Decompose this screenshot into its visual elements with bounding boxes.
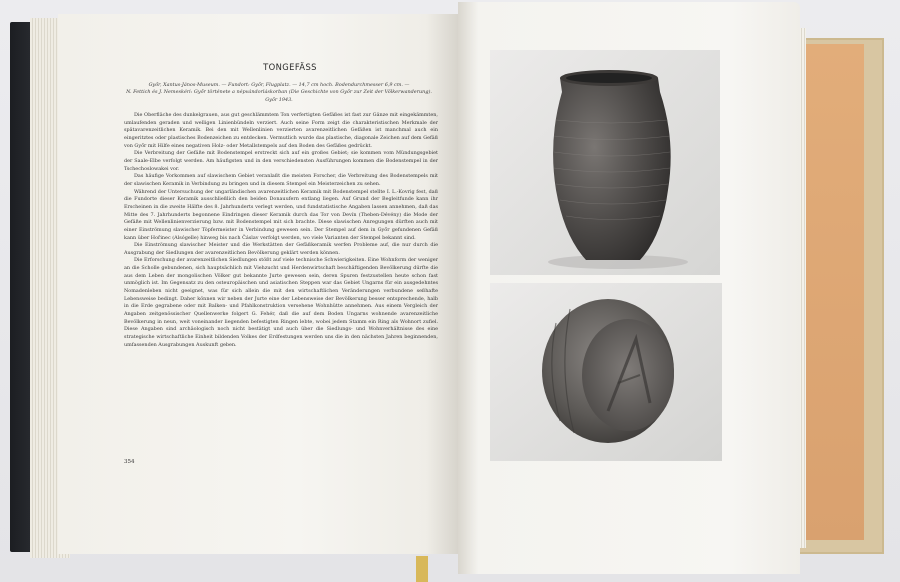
caption-line: Győr, Xantus-János-Museum. — Fundort: Győr, Flugplatz. — 14,7 cm hoch. Bodendurchmesser 6,9 cm. — bbox=[148, 82, 410, 88]
paragraph: Die Verbreitung der Gefäße mit Bodenstempel erstreckt sich auf ein großes Gebiet; sie kommen vom Mündungsgebiet der Saale-Elbe verfolgt werden. Am häufigsten und in den verschiedensten Ausführungen kommen die Bodenstempel in der Tschechoslowakei vor. bbox=[124, 150, 438, 172]
paragraph: Die Erforschung der avarenzeitlichen Siedlungen stößt auf viele technische Schwierigkeiten. Eine Wohnform der weniger an die Scholle gebundenen, sich hauptsächlich mit Viehzucht und Herdenwirtschaft beschäftigenden Bevölkerung dürfte die aus dem Leben der mongolischen Völker gut bekannte Jurte gewesen sein, deren Spuren festzustellen heute schon fast unmöglich ist. Im Gegensatz zu den osteuropäischen und asiatischen Steppen war das Gebiet Ungarns für ein ausgedehntes Nomadenleben nicht geeignet, was für sich allein die mit den wirtschaftlichen Veränderungen verbundene seßhafte Lebensweise bedingt. Daher können wir neben der Jurte eine der Lebensweise der Bevölkerung besser entsprechende, halb in die Erde gegrabene oder mit Balken- und Pfahlkonstruktion versehene Wohnhütte annehmen. Aus einem Vergleich der Angaben zeitgenössischer Quellenwerke folgert G. Fehér, daß die auf dem Boden Ungarns wohnende avarenzeitliche Bevölkerung in neun, weit voneinander liegenden befestigten Ringen lebte, wobei jedem Stamm ein Ring als Wohnort zufiel. Diese Angaben sind archäologisch noch nicht bestätigt und auch über die Siedlungs- und Wohnverhältnisse des eine strategische wirtschaftliche Einheit bildenden Volkes der Erdfestungen werden uns die in den nächsten Jahren beginnenden, umfassenden Ausgrabungen Auskunft geben. bbox=[124, 257, 438, 348]
paragraph: Während der Untersuchung der ungarländischen avarenzeitlichen Keramik mit Bodenstempel stellte I. L.-Kovrig fest, daß die Fundorte dieser Keramik ausschließlich den beiden Donauufern entlang liegen. Auf Grund der Begleitfunde kann ihr Erscheinen in die zweite Hälfte des 8. Jahrhunderts verlegt werden, und fundstatistische Angaben lassen annehmen, daß das Mitte des 7. Jahrhunderts begonnene Eindringen dieser Keramik durch das Tor von Devín (Theben-Dévény) die Mode der Gefäße mit Wellenlinienverzierung bzw. mit Bodenstempel mit sich brachte. Diese slawischen Anregungen dürften auch mit einer Einströmung slawischer Töpfermeister in Verbindung gewesen sein. Der Stempel auf dem in Győr gefundenen Gefäß kann über Hořinec (Alsógelle) hinweg bis nach Čáslav verfolgt werden, wo viele Varianten der Stempel bekannt sind. bbox=[124, 188, 438, 241]
photo-vessel-side bbox=[490, 50, 720, 275]
photo-vessel-base bbox=[490, 283, 722, 461]
endpaper-right bbox=[806, 44, 864, 540]
paragraph: Die Oberfläche des dunkelgrauen, aus gut geschlämmtem Ton verfertigten Gefäßes ist fast zur Gänze mit eingekämmten, umlaufenden geraden und welligen Linienbündeln verziert. Auch seine Form zeigt die charakteristischen Merkmale der spätavarenzeitlichen Keramik. Bei den mit Wellenlinien verzierten avarenzeitlichen Gefäßen ist manchmal auch ein eingeritztes oder plastisches Bodenzeichen zu entdecken. Vermutlich wurde das plastische, diagonale Zeichen auf dem Gefäß von Győr mit Hilfe eines negativen Holz- oder Metallstempels auf den Boden des Gefäßes gedrückt. bbox=[124, 112, 438, 149]
object-caption bbox=[124, 82, 434, 104]
caption-line: Győr 1943. bbox=[265, 96, 293, 103]
bookmark-ribbon bbox=[416, 556, 428, 582]
body-text bbox=[124, 112, 438, 349]
caption-line: N. Fettich és J. Nemeskéri: Győr története a népvándorláskorban (Die Geschichte von Győr zur Zeit der Völkerwanderung). bbox=[126, 89, 432, 96]
paragraph: Das häufige Vorkommen auf slawischem Gebiet veranlaßt die meisten Forscher, die Verbreitung des Bodenstempels mit der slawischen Keramik in Verbindung zu bringen und in diesem Stempel ein Meisterzeichen zu sehen. bbox=[124, 173, 438, 187]
page-number: 354 bbox=[124, 459, 135, 465]
page-heading: TONGEFÄSS bbox=[263, 62, 317, 72]
paragraph: Die Einströmung slawischer Meister und die Werkstätten der Gefäßkeramik werfen Probleme auf, die nur durch die Ausgrabung der Siedlungen der avarenzeitlichen Bevölkerung geklärt werden können. bbox=[124, 242, 438, 256]
